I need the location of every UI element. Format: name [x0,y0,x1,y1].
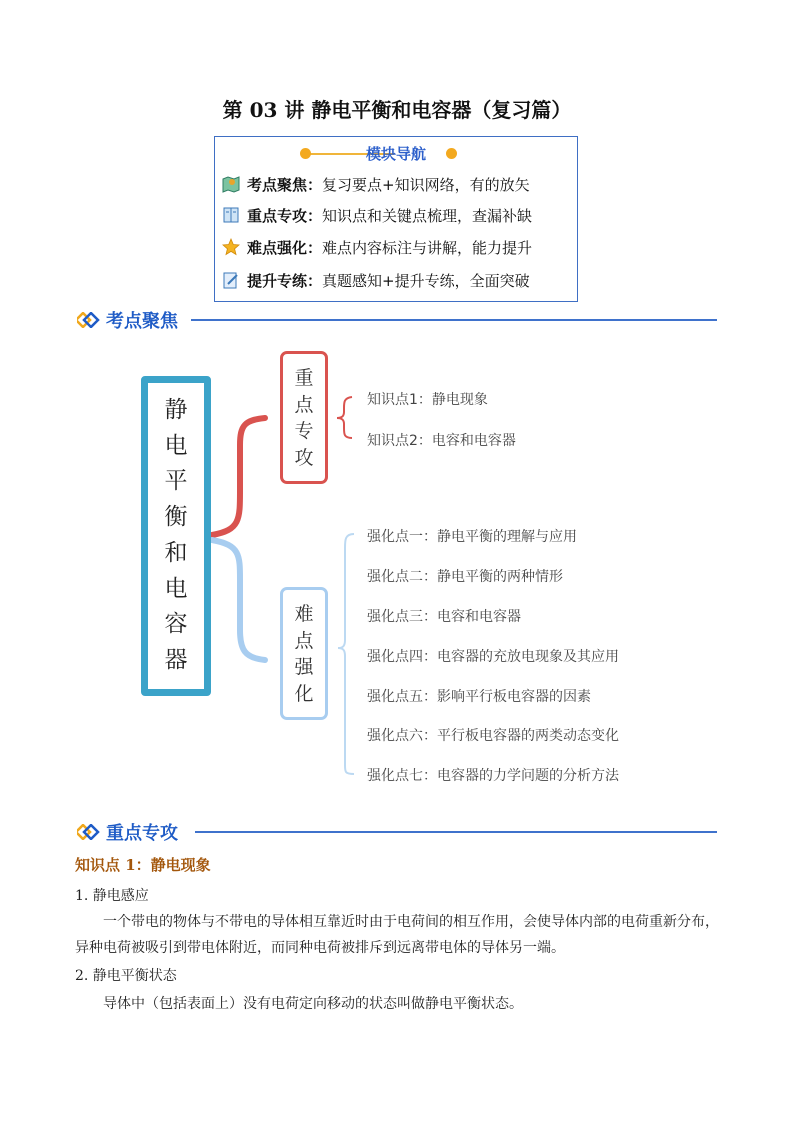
nav-row-3-text: 难点内容标注与讲解，能力提升 [322,239,533,257]
knowledge-subtitle: 知识点 1：静电现象 [75,856,211,874]
diamond-icon [77,312,101,328]
nav-row-1-label: 考点聚焦： [247,176,323,194]
vertical-char: 电 [164,575,188,602]
vertical-char: 化 [294,682,314,705]
book-icon [222,206,240,224]
vertical-char: 和 [164,539,188,566]
mindmap-root-label [141,393,211,679]
branch1-item-1: 知识点1：静电现象 [367,392,488,408]
section-rule [191,319,717,321]
branch1-bracket [212,418,265,535]
page-title: 第 03 讲 静电平衡和电容器（复习篇） [222,98,572,122]
nav-row-3-label: 难点强化： [247,239,323,257]
branch1-brace [337,397,352,438]
paragraph-1-line-1: 一个带电的物体与不带电的导体相互靠近时由于电荷间的相互作用，会使导体内部的电荷重新分布， [103,914,719,930]
nav-row-1-text: 复习要点+知识网络，有的放矢 [322,176,530,194]
branch2-label [280,601,328,707]
vertical-char: 专 [294,420,314,442]
nav-row-2-text: 知识点和关键点梳理，查漏补缺 [322,207,533,225]
nav-row-2 [222,205,532,227]
heading-1: 1. 静电感应 [75,888,149,904]
paragraph-2: 导体中（包括表面上）没有电荷定向移动的状态叫做静电平衡状态。 [103,996,523,1012]
star-icon [222,238,240,256]
nav-row-4-label: 提升专练： [247,272,323,290]
heading-2: 2. 静电平衡状态 [75,968,177,984]
diamond-icon [77,824,101,840]
vertical-char: 点 [294,629,314,652]
branch1-label [280,365,328,471]
branch2-item-1: 强化点一：静电平衡的理解与应用 [367,529,577,545]
nav-row-2-label: 重点专攻： [247,207,323,225]
vertical-char: 强 [294,656,314,678]
vertical-char: 静 [164,397,188,423]
branch2-item-5: 强化点五：影响平行板电容器的因素 [367,689,591,705]
vertical-char: 平 [164,468,188,495]
vertical-char: 器 [164,646,188,673]
vertical-char: 难 [294,603,314,625]
section-rule [195,831,717,833]
section-header-zhongdian [77,818,717,846]
vertical-char: 重 [294,367,314,389]
vertical-char: 衡 [164,504,188,531]
nav-row-4 [222,270,530,292]
vertical-char: 容 [164,611,188,638]
branch2-bracket [212,540,265,660]
branch2-item-6: 强化点六：平行板电容器的两类动态变化 [367,728,619,744]
nav-row-1 [222,174,530,196]
branch2-item-3: 强化点三：电容和电容器 [367,609,521,625]
nav-row-3 [222,237,532,259]
section-header-kaodian [77,306,717,334]
paragraph-1-line-2: 异种电荷被吸引到带电体附近，而同种电荷被排斥到远离带电体的导体另一端。 [75,940,565,956]
vertical-char: 电 [164,432,188,459]
vertical-char: 点 [294,393,314,416]
nav-header-title: 模块导航 [365,145,426,163]
map-icon [222,175,240,193]
branch2-item-7: 强化点七：电容器的力学问题的分析方法 [367,768,619,784]
branch1-item-2: 知识点2：电容和电容器 [367,433,516,449]
nav-row-4-text: 真题感知+提升专练，全面突破 [322,272,530,290]
branch2-item-4: 强化点四：电容器的充放电现象及其应用 [367,649,619,665]
vertical-char: 攻 [294,446,314,469]
module-nav-header [214,144,578,164]
section-title: 考点聚焦 [106,311,178,332]
edit-icon [222,271,240,289]
branch2-brace [338,534,354,774]
branch2-item-2: 强化点二：静电平衡的两种情形 [367,569,563,585]
section-title: 重点专攻 [106,823,178,844]
